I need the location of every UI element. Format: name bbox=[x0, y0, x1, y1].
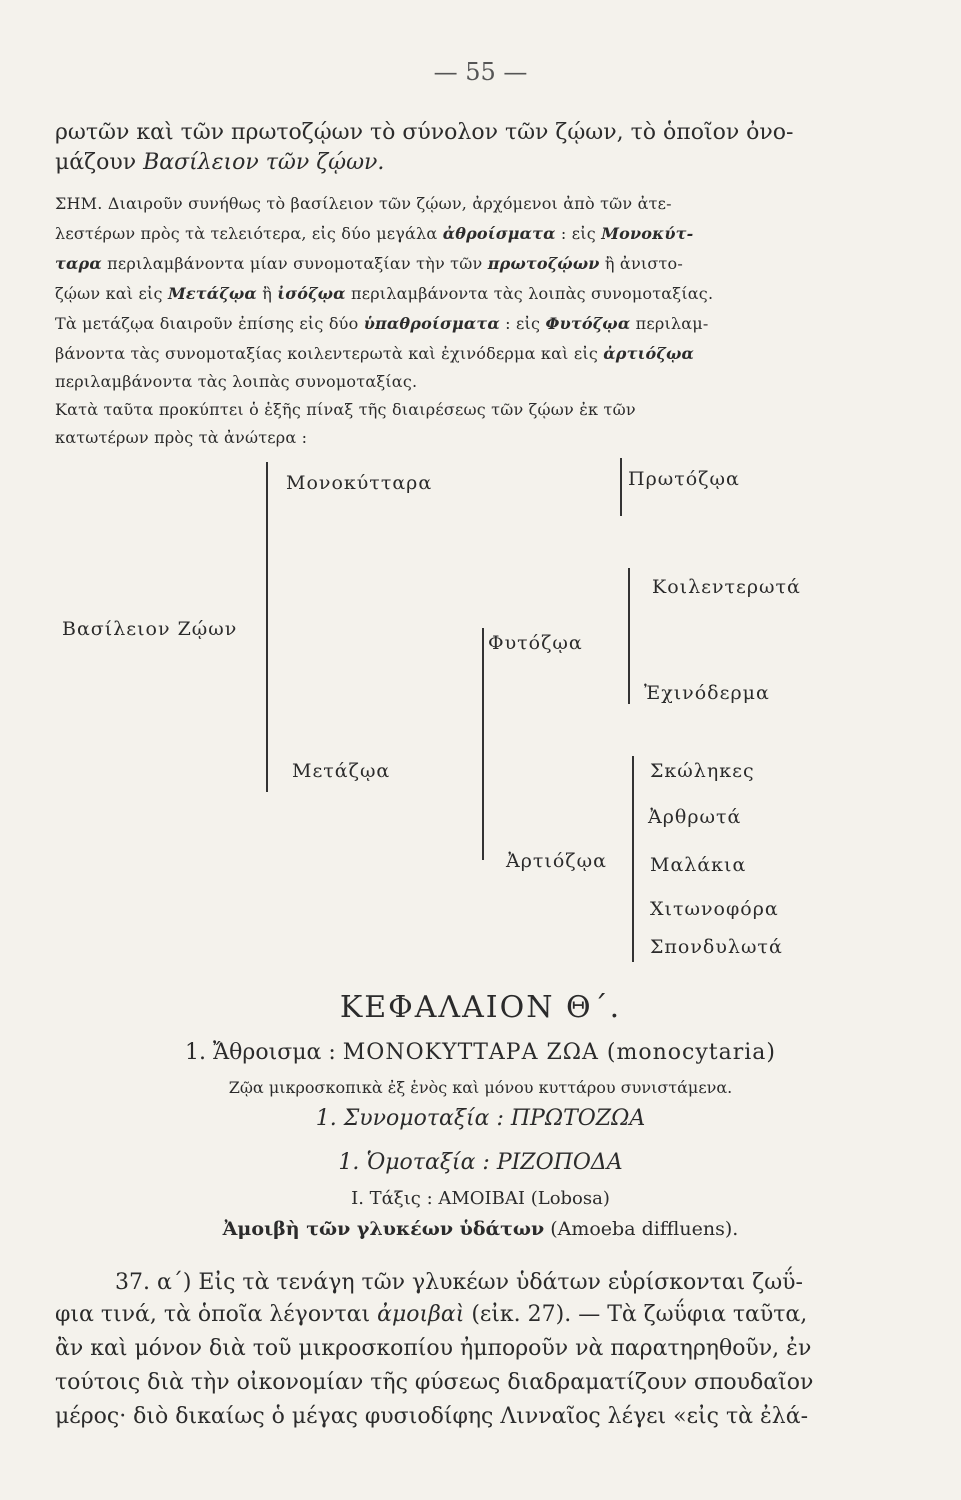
tree-skolikes: Σκώληκες bbox=[650, 760, 755, 782]
heading-omotaxia: 1. Ὁμοταξία : ΡΙΖΟΠΟΔΑ bbox=[338, 1150, 623, 1175]
body-line-2: φια τινά, τὰ ὁποῖα λέγονται ἀμοιβαὶ (εἰκ. 27). — Τὰ ζωΰφια ταῦτα, bbox=[55, 1302, 808, 1327]
note-line-8: Κατὰ ταῦτα προκύπτει ὁ ἑξῆς πίναξ τῆς διαιρέσεως τῶν ζῴων ἐκ τῶν bbox=[55, 400, 636, 419]
chapter-description: Ζῷα μικροσκοπικὰ ἐξ ἑνὸς καὶ μόνου κυττάρου συνιστάμενα. bbox=[228, 1078, 733, 1097]
tree-koilenterota: Κοιλεντερωτά bbox=[652, 576, 801, 598]
tree-phytozoa: Φυτόζῳα bbox=[488, 632, 583, 654]
body-line-5: μέρος· διὸ δικαίως ὁ μέγας φυσιοδίφης Λινναῖος λέγει «εἰς τὰ ἐλά- bbox=[55, 1404, 809, 1429]
chapter-title: ΚΕΦΑΛΑΙΟΝ Θ΄. bbox=[339, 990, 622, 1025]
tree-bracket-artiozoa bbox=[632, 756, 634, 962]
note-line-3: ταρα περιλαμβάνοντα μίαν συνομοταξίαν τὴν τῶν πρωτοζῴων ἢ ἀνιστο- bbox=[55, 254, 683, 273]
tree-bracket-metazoa bbox=[482, 628, 484, 860]
note-line-9: κατωτέρων πρὸς τὰ ἀνώτερα : bbox=[55, 428, 308, 447]
tree-malakia: Μαλάκια bbox=[650, 854, 747, 876]
tree-bracket-protozoa bbox=[620, 458, 622, 516]
tree-monokyttara: Μονοκύτταρα bbox=[286, 472, 433, 494]
tree-arthrota: Ἀρθρωτά bbox=[648, 806, 742, 828]
tree-artiozoa: Ἀρτιόζῳα bbox=[506, 850, 607, 872]
body-line-3: ἂν καὶ μόνον διὰ τοῦ μικροσκοπίου ἠμποροῦν νὰ παρατηρηθοῦν, ἐν bbox=[55, 1336, 812, 1361]
page-number: — 55 — bbox=[433, 58, 528, 86]
body-line-4: τούτοις διὰ τὴν οἰκονομίαν τῆς φύσεως διαδραματίζουν σπουδαῖον bbox=[55, 1370, 814, 1395]
note-line-2: λεστέρων πρὸς τὰ τελειότερα, εἰς δύο μεγάλα ἀθροίσματα : εἰς Μονοκύτ- bbox=[55, 224, 694, 243]
opening-line-2: μάζουν Βασίλειον τῶν ζῴων. bbox=[55, 150, 385, 175]
heading-species: Ἀμοιβὴ τῶν γλυκέων ὑδάτων (Amoeba diffluens). bbox=[222, 1218, 739, 1240]
body-line-1: 37. α΄) Εἰς τὰ τενάγη τῶν γλυκέων ὑδάτων εὑρίσκονται ζωΰ- bbox=[115, 1270, 803, 1295]
note-line-4: ζῴων καὶ εἰς Μετάζῳα ἢ ἰσόζῳα περιλαμβάνοντα τὰς λοιπὰς συνομοταξίας. bbox=[55, 284, 714, 303]
note-line-6: βάνοντα τὰς συνομοταξίας κοιλεντερωτὰ καὶ ἐχινόδερμα καὶ εἰς ἀρτιόζῳα bbox=[55, 344, 695, 363]
note-line-7: περιλαμβάνοντα τὰς λοιπὰς συνομοταξίας. bbox=[55, 372, 418, 391]
note-line-5: Τὰ μετάζῳα διαιροῦν ἐπίσης εἰς δύο ὑπαθροίσματα : εἰς Φυτόζῳα περιλαμ- bbox=[55, 314, 709, 333]
heading-athroisma: 1. Ἄθροισμα : ΜΟΝΟΚΥΤΤΑΡΑ ΖΩΑ (monocytaria) bbox=[185, 1040, 776, 1065]
opening-line-1: ρωτῶν καὶ τῶν πρωτοζῴων τὸ σύνολον τῶν ζῴων, τὸ ὁποῖον ὀνο- bbox=[55, 120, 794, 145]
tree-metazoa: Μετάζῳα bbox=[292, 760, 391, 782]
heading-taxis: Ι. Τάξις : ΑΜΟΙΒΑΙ (Lobosa) bbox=[351, 1188, 610, 1209]
note-line-1: ΣΗΜ. Διαιροῦν συνήθως τὸ βασίλειον τῶν ζῴων, ἀρχόμενοι ἀπὸ τῶν ἀτε- bbox=[55, 194, 672, 213]
tree-echinoderma: Ἐχινόδερμα bbox=[644, 682, 770, 704]
tree-protozoa: Πρωτόζῳα bbox=[628, 468, 740, 490]
tree-chitonofora: Χιτωνοφόρα bbox=[650, 898, 779, 920]
tree-spondylota: Σπονδυλωτά bbox=[650, 936, 783, 958]
tree-bracket-root bbox=[266, 462, 268, 792]
heading-synomotaxia: 1. Συνομοταξία : ΠΡΩΤΟΖΩΑ bbox=[315, 1106, 646, 1131]
tree-bracket-phytozoa bbox=[628, 568, 630, 704]
tree-root: Βασίλειον Ζῴων bbox=[62, 618, 238, 640]
